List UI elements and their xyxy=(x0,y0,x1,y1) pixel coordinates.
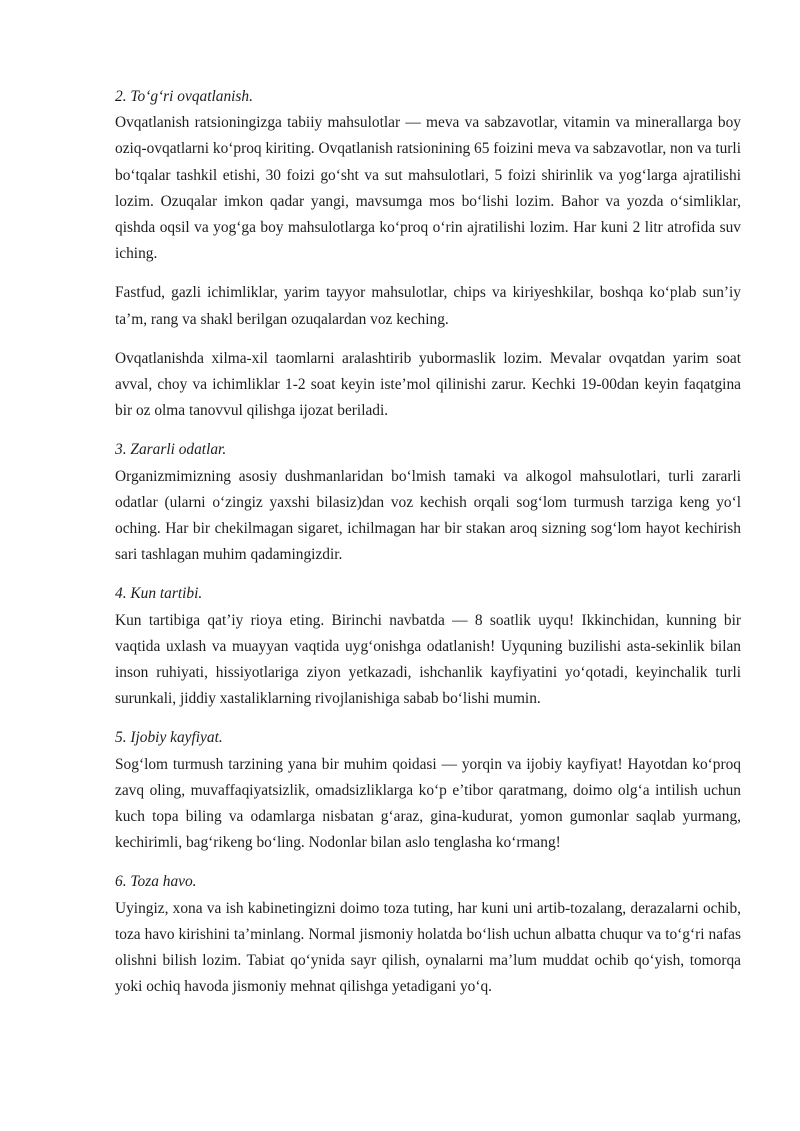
paragraph: Ovqatlanishda xilma-xil taomlarni aralashtirib yubormaslik lozim. Mevalar ovqatdan yarim soat avval, choy va ichimliklar 1-2 soat keyin iste’mol qilinishi zarur. Kechki 19-00dan keyin faqatgina bir oz olma tanovvul qilishga ijozat beriladi. xyxy=(115,349,741,420)
section-positive-mood xyxy=(115,725,741,856)
paragraph: Organizmimizning asosiy dushmanlaridan bo‘lmish tamaki va alkogol mahsulotlari, turli zararli odatlar (ularni o‘zingiz yaxshi bilasiz)dan voz kechish orqali sog‘lom turmush tarziga keng yo‘l oching. Har bir chekilmagan sigaret, ichilmagan har bir stakan aroq sizning sog‘lom hayot kechirish sari tashlagan muhim qadamingizdir. xyxy=(115,467,741,564)
section-heading: 4. Kun tartibi. xyxy=(115,585,203,603)
paragraph: Ovqatlanish ratsioningizga tabiiy mahsulotlar — meva va sabzavotlar, vitamin va minerallarga boy oziq-ovqatlarni ko‘proq kiriting. Ovqatlanish ratsionining 65 foizini meva va sabzavotlar, non va turli bo‘tqalar tashkil etishi, 30 foizi go‘sht va sut mahsulotlari, 5 foizi shirinlik va yog‘larga ajratilishi lozim. Ozuqalar imkon qadar yangi, mavsumga mos bo‘lishi lozim. Bahor va yozda o‘simliklar, qishda oqsil va yog‘ga boy mahsulotlarga ko‘proq o‘rin ajratilishi lozim. Har kuni 2 litr atrofida suv iching. xyxy=(115,114,741,263)
section-heading: 3. Zararli odatlar. xyxy=(115,441,227,459)
paragraph: Kun tartibiga qat’iy rioya eting. Birinchi navbatda — 8 soatlik uyqu! Ikkinchidan, kunning bir vaqtida uxlash va muayyan vaqtida uyg‘onishga odatlanish! Uyquning buzilishi asta-sekinlik bilan inson ruhiyati, hissiyotlariga ziyon yetkazadi, ishchanlik kayfiyatini yo‘qotadi, keyinchalik turli surunkali, jiddiy xastaliklarning rivojlanishiga sabab bo‘lishi mumin. xyxy=(115,611,741,708)
section-harmful-habits xyxy=(115,437,741,568)
paragraph: Fastfud, gazli ichimliklar, yarim tayyor mahsulotlar, chips va kiriyeshkilar, boshqa ko‘plab sun’iy ta’m, rang va shakl berilgan ozuqalardan voz keching. xyxy=(115,284,741,328)
section-heading: 2. To‘g‘ri ovqatlanish. xyxy=(115,88,253,105)
section-heading: 6. Toza havo. xyxy=(115,873,197,891)
section-heading: 5. Ijobiy kayfiyat. xyxy=(115,729,223,747)
paragraph: Sog‘lom turmush tarzining yana bir muhim qoidasi — yorqin va ijobiy kayfiyat! Hayotdan ko‘proq zavq oling, muvaffaqiyatsizlik, omadsizliklarga ko‘p e’tibor qaratmang, doimo olg‘a intilish uchun kuch topa biling va odamlarga nisbatan g‘araz, gina-kudurat, yomon gumonlar saqlab yurmang, kechirimli, bag‘rikeng bo‘ling. Nodonlar bilan aslo tenglasha ko‘rmang! xyxy=(115,755,741,852)
paragraph: Uyingiz, xona va ish kabinetingizni doimo toza tuting, har kuni uni artib-tozalang, derazalarni ochib, toza havo kirishini ta’minlang. Normal jismoniy holatda bo‘lish uchun albatta chuqur va to‘g‘ri nafas olishni bilish lozim. Tabiat qo‘ynida sayr qilish, oynalarni ma’lum muddat ochib qo‘yish, tomorqa yoki ochiq havoda jismoniy mehnat qilishga yetadigani yo‘q. xyxy=(115,899,741,996)
section-daily-routine xyxy=(115,581,741,712)
section-healthy-eating xyxy=(115,84,741,424)
document-body xyxy=(115,84,741,1001)
section-fresh-air xyxy=(115,869,741,1000)
